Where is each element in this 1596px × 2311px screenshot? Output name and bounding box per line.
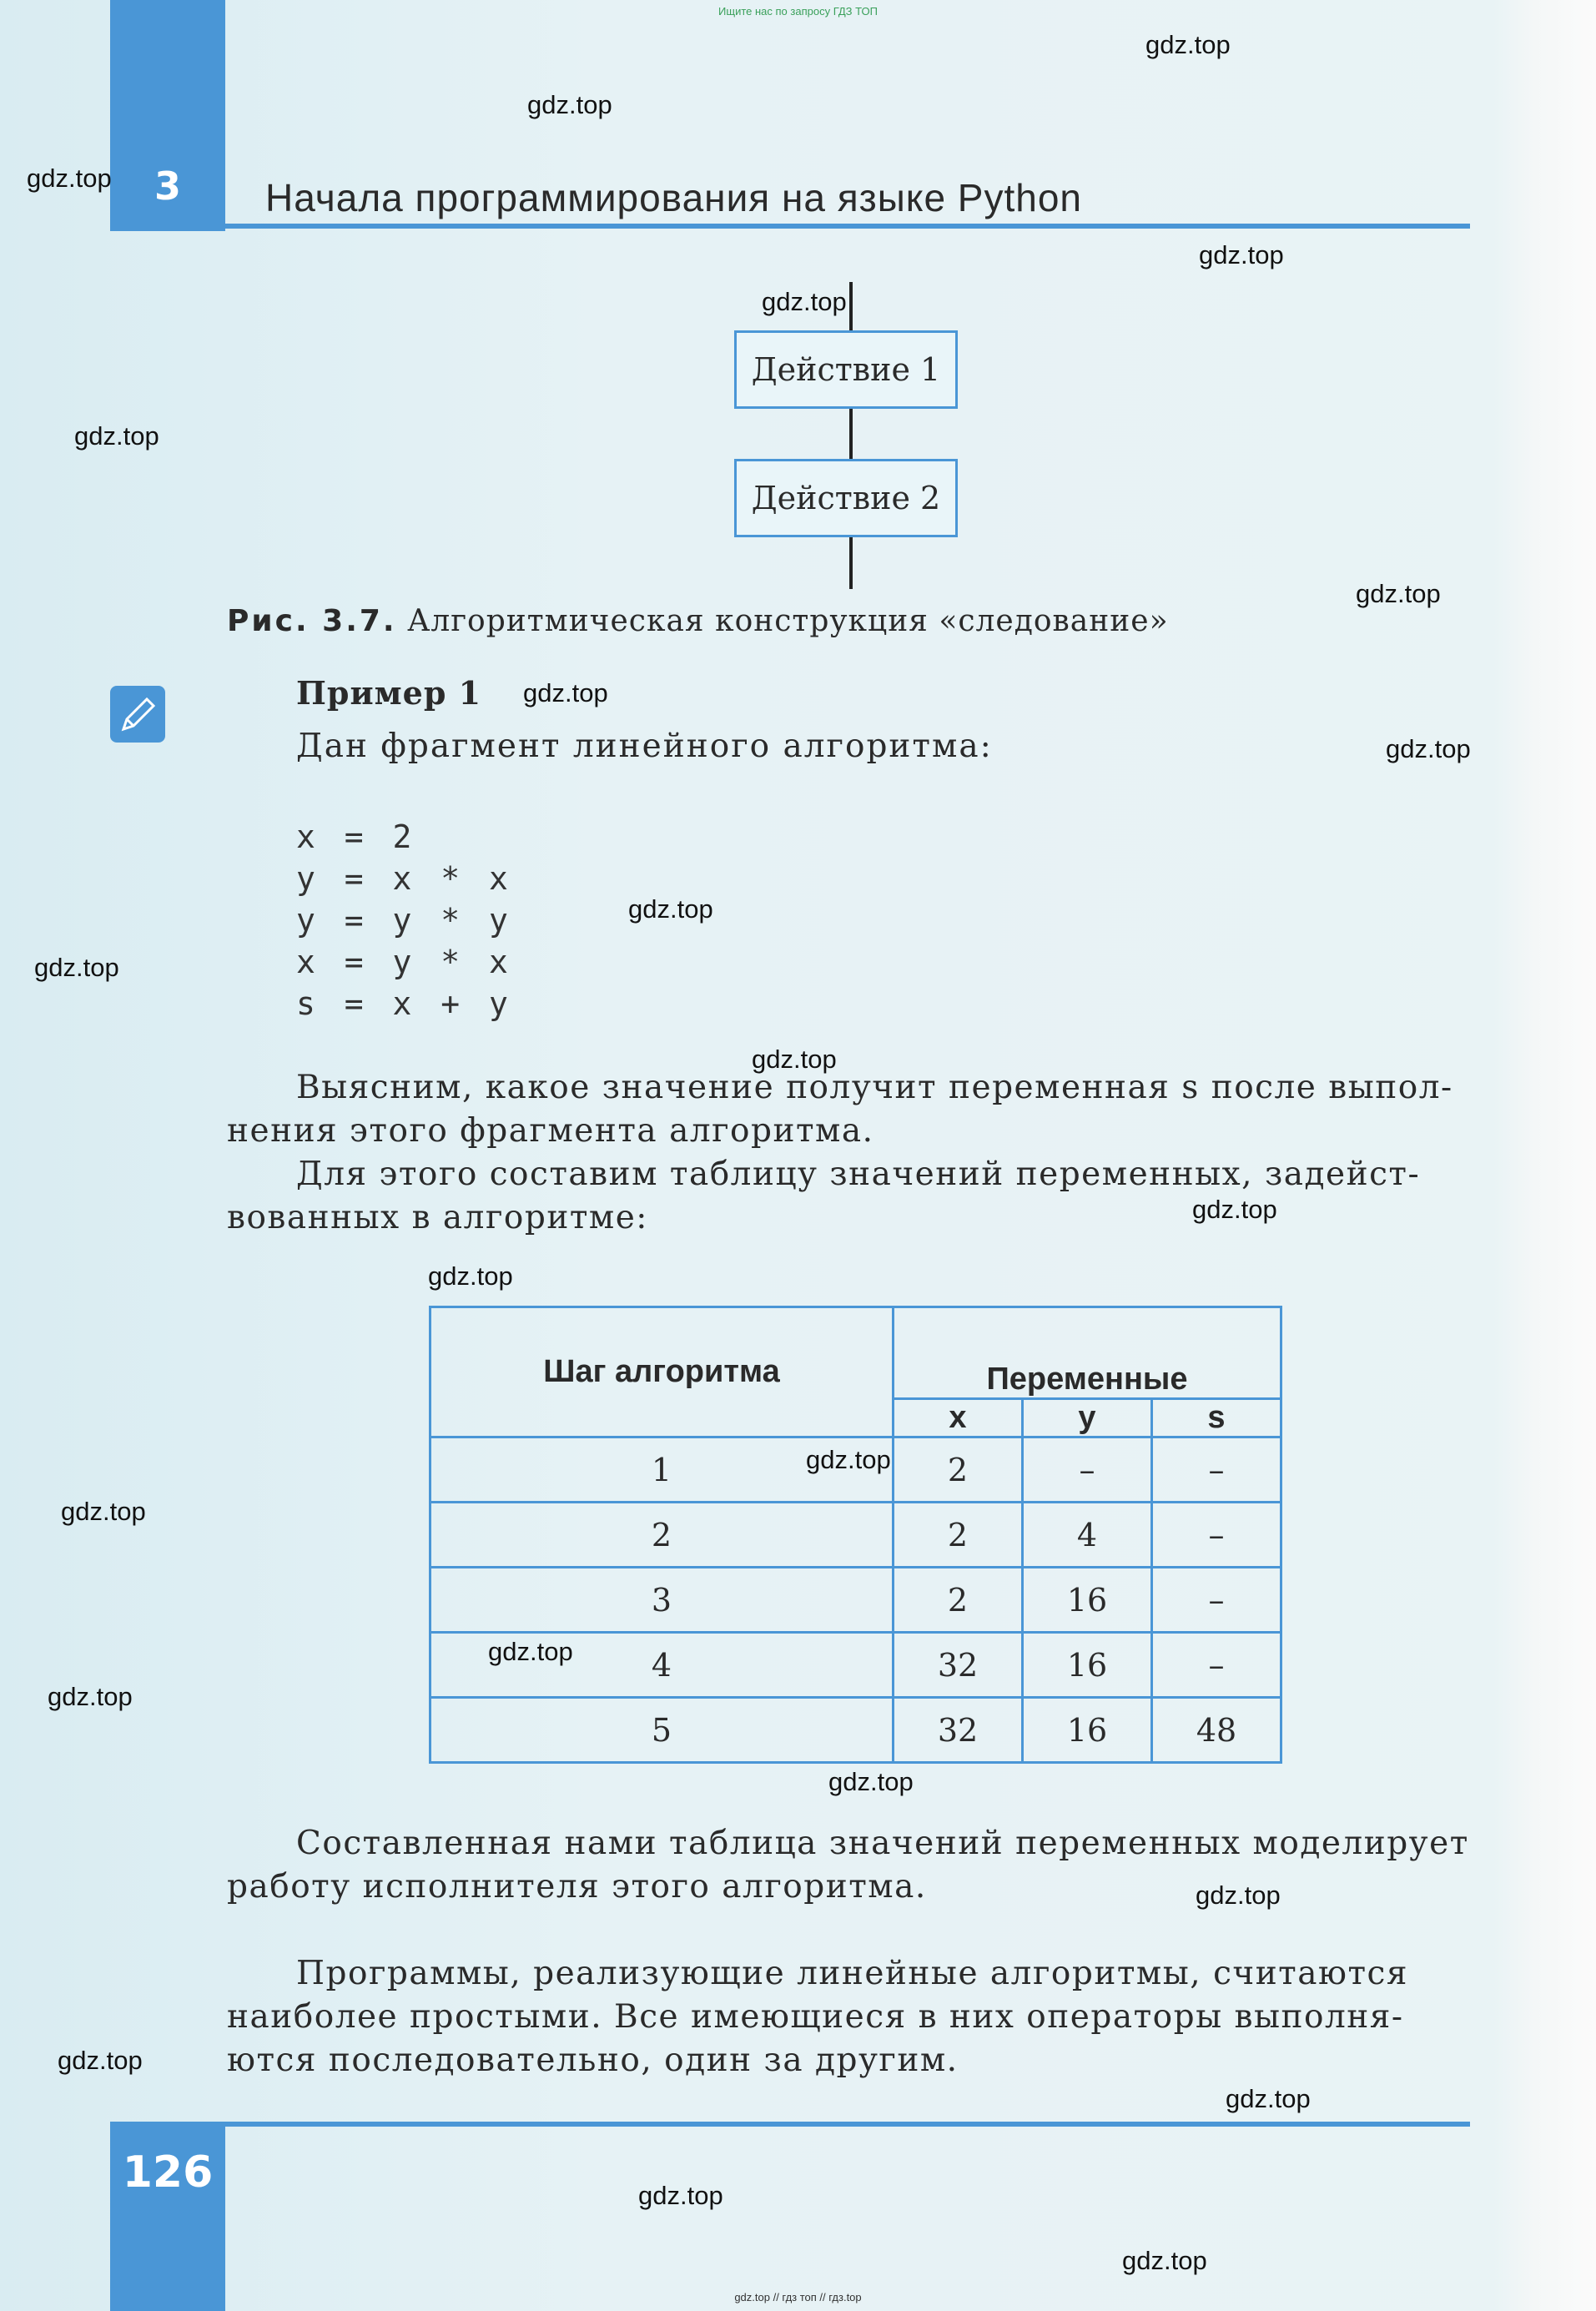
watermark: gdz.top [1196, 1881, 1281, 1910]
paragraph-line: Составленная нами таблица значений переменных моделирует [296, 1825, 1469, 1862]
step-cell: 4 [430, 1633, 894, 1698]
code-line: s = x + y [296, 985, 513, 1022]
action-box-2: Действие 2 [734, 459, 958, 537]
s-cell: – [1152, 1568, 1281, 1633]
watermark: gdz.top [638, 2181, 723, 2210]
watermark: gdz.top [523, 678, 608, 707]
y-cell: – [1023, 1437, 1152, 1503]
flow-line-middle [849, 409, 853, 459]
x-cell: 2 [894, 1568, 1023, 1633]
step-cell: 3 [430, 1568, 894, 1633]
flow-line-bottom [849, 537, 853, 589]
step-column-header: Шаг алгоритма [430, 1307, 894, 1437]
paragraph-line: Выясним, какое значение получит переменная s после выпол- [296, 1069, 1453, 1106]
figure-caption-label: Рис. 3.7. [227, 604, 397, 638]
var-header-y: y [1023, 1399, 1152, 1437]
header-rule [225, 224, 1470, 229]
step-cell: 5 [430, 1698, 894, 1763]
top-banner[interactable]: Ищите нас по запросу ГДЗ ТОП [718, 5, 878, 18]
action-box-1: Действие 1 [734, 330, 958, 409]
watermark: gdz.top [74, 421, 159, 451]
var-header-s: s [1152, 1399, 1281, 1437]
s-cell: – [1152, 1633, 1281, 1698]
step-cell: 1 [430, 1437, 894, 1503]
x-cell: 2 [894, 1437, 1023, 1503]
chapter-title: Начала программирования на языке Python [265, 176, 1083, 219]
code-block [296, 816, 513, 1025]
s-cell: – [1152, 1503, 1281, 1568]
s-cell: – [1152, 1437, 1281, 1503]
paragraph-line: Программы, реализующие линейные алгоритмы, считаются [296, 1955, 1408, 1992]
paragraph-line: Для этого составим таблицу значений переменных, задейст- [296, 1156, 1421, 1193]
paragraph-4 [227, 1952, 1408, 2082]
chapter-number: 3 [154, 164, 181, 209]
watermark: gdz.top [1386, 734, 1471, 763]
pencil-icon [110, 686, 165, 743]
example-intro: Дан фрагмент линейного алгоритма: [296, 728, 993, 765]
x-cell: 2 [894, 1503, 1023, 1568]
x-cell: 32 [894, 1633, 1023, 1698]
paragraph-line: вованных в алгоритме: [227, 1199, 648, 1236]
var-header-x: x [894, 1399, 1023, 1437]
y-cell: 16 [1023, 1568, 1152, 1633]
figure-caption [227, 604, 1169, 638]
variables-table [429, 1306, 1282, 1764]
watermark: gdz.top [48, 1682, 133, 1711]
footer-rule [225, 2122, 1470, 2127]
watermark: gdz.top [1226, 2084, 1311, 2113]
flow-line-top [849, 282, 853, 330]
variables-column-header: Переменные [894, 1307, 1281, 1399]
watermark: gdz.top [27, 164, 112, 193]
watermark: gdz.top [762, 287, 847, 316]
watermark: gdz.top [428, 1261, 513, 1291]
page-gutter [1493, 0, 1596, 2311]
watermark: gdz.top [628, 894, 713, 924]
page-number: 126 [122, 2147, 214, 2198]
step-cell: 2 [430, 1503, 894, 1568]
s-cell: 48 [1152, 1698, 1281, 1763]
figure-caption-text: Алгоритмическая конструкция «следование» [407, 604, 1169, 638]
watermark: gdz.top [34, 953, 119, 982]
paragraph-3 [227, 1822, 1469, 1909]
watermark: gdz.top [1192, 1195, 1277, 1224]
bottom-banner[interactable]: gdz.top // гдз топ // гдз.top [734, 2291, 862, 2303]
y-cell: 16 [1023, 1698, 1152, 1763]
watermark: gdz.top [1356, 579, 1441, 608]
example-title: Пример 1 [296, 674, 482, 712]
paragraph-line: работу исполнителя этого алгоритма. [227, 1868, 927, 1906]
y-cell: 4 [1023, 1503, 1152, 1568]
table-row [430, 1698, 1281, 1763]
watermark: gdz.top [806, 1445, 891, 1474]
code-line: y = x * x [296, 860, 513, 897]
watermark: gdz.top [1199, 240, 1284, 269]
watermark: gdz.top [61, 1497, 146, 1526]
watermark: gdz.top [1145, 30, 1231, 59]
table-row [430, 1503, 1281, 1568]
watermark: gdz.top [58, 2046, 143, 2075]
y-cell: 16 [1023, 1633, 1152, 1698]
watermark: gdz.top [1122, 2246, 1207, 2275]
paragraph-1 [227, 1066, 1453, 1153]
code-line: x = 2 [296, 818, 417, 855]
watermark: gdz.top [488, 1637, 573, 1666]
table-row [430, 1568, 1281, 1633]
code-line: x = y * x [296, 944, 513, 980]
paragraph-line: наиболее простыми. Все имеющиеся в них операторы выполня- [227, 1998, 1404, 2036]
watermark: gdz.top [752, 1045, 837, 1074]
watermark: gdz.top [527, 90, 612, 119]
paragraph-line: ются последовательно, один за другим. [227, 2042, 959, 2079]
watermark: gdz.top [828, 1767, 914, 1796]
paragraph-line: нения этого фрагмента алгоритма. [227, 1112, 874, 1150]
x-cell: 32 [894, 1698, 1023, 1763]
code-line: y = y * y [296, 902, 513, 939]
